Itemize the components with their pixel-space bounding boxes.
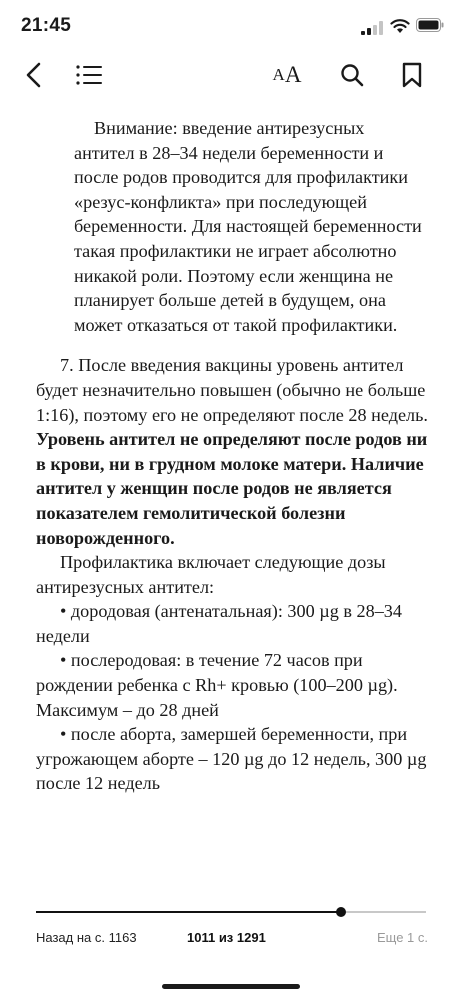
search-button[interactable]: [335, 58, 369, 92]
pages-left-in-chapter: Еще 1 с.: [376, 930, 428, 945]
table-of-contents-button[interactable]: [72, 58, 106, 92]
chevron-left-icon: [24, 62, 42, 88]
font-settings-button[interactable]: [266, 58, 308, 92]
font-large-glyph: A: [284, 62, 302, 87]
book-page-content: [36, 116, 428, 796]
attention-note: Внимание: введение антирезусных антител в 28–34 недели беременности и после родов проводится для профилактики «резус-конфликта» при последующей беременности. Для настоящей беременности такая профилактики не играет абсолютно никакой роли. Поэтому если женщина не планирует больше детей в будущем, она может отказаться от такой профилактики.: [74, 118, 422, 335]
home-indicator[interactable]: [162, 984, 300, 989]
search-icon: [340, 63, 364, 87]
item7-text: 7. После введения вакцины уровень антител будет незначительно повышен (обычно не больше 1:16), поэтому его не определяют после 28 недель.: [36, 355, 428, 425]
reader-toolbar: [0, 52, 462, 98]
item7-bold-text: Уровень антител не определяют после родов ни в крови, ни в грудном молоке матери. Наличие антител у женщин после родов не является показателем гемолитической болезни новорожденного.: [36, 429, 428, 548]
bookmark-icon: [402, 62, 422, 88]
progress-thumb[interactable]: [336, 907, 346, 917]
back-to-page-link[interactable]: Назад на с. 1163: [36, 930, 137, 945]
wifi-icon: [390, 18, 410, 34]
page-counter: 1011 из 1291: [187, 930, 266, 945]
bullet-antenatal: • дородовая (антенатальная): 300 µg в 28–34 недели: [36, 601, 402, 646]
reading-progress-bar[interactable]: [36, 911, 426, 913]
prophylaxis-intro: Профилактика включает следующие дозы антирезусных антител:: [36, 552, 386, 597]
clock: 21:45: [21, 15, 72, 36]
page-footer: [0, 930, 462, 952]
bullet-postpartum: • послеродовая: в течение 72 часов при рождении ребенка с Rh+ кровью (100–200 µg). Максимум – до 28 дней: [36, 650, 398, 720]
battery-icon: [416, 18, 444, 32]
status-bar: [0, 0, 462, 50]
bullet-abortion: • после аборта, замершей беременности, при угрожающем аборте – 120 µg до 12 недель, 300 µg после 12 недель: [36, 724, 427, 794]
cellular-signal-icon: [361, 21, 383, 35]
list-icon: [76, 65, 102, 85]
progress-fill: [36, 911, 341, 913]
back-button[interactable]: [18, 58, 48, 92]
font-small-glyph: A: [272, 65, 285, 84]
list-item-7: [36, 353, 428, 550]
bookmark-button[interactable]: [397, 58, 427, 92]
